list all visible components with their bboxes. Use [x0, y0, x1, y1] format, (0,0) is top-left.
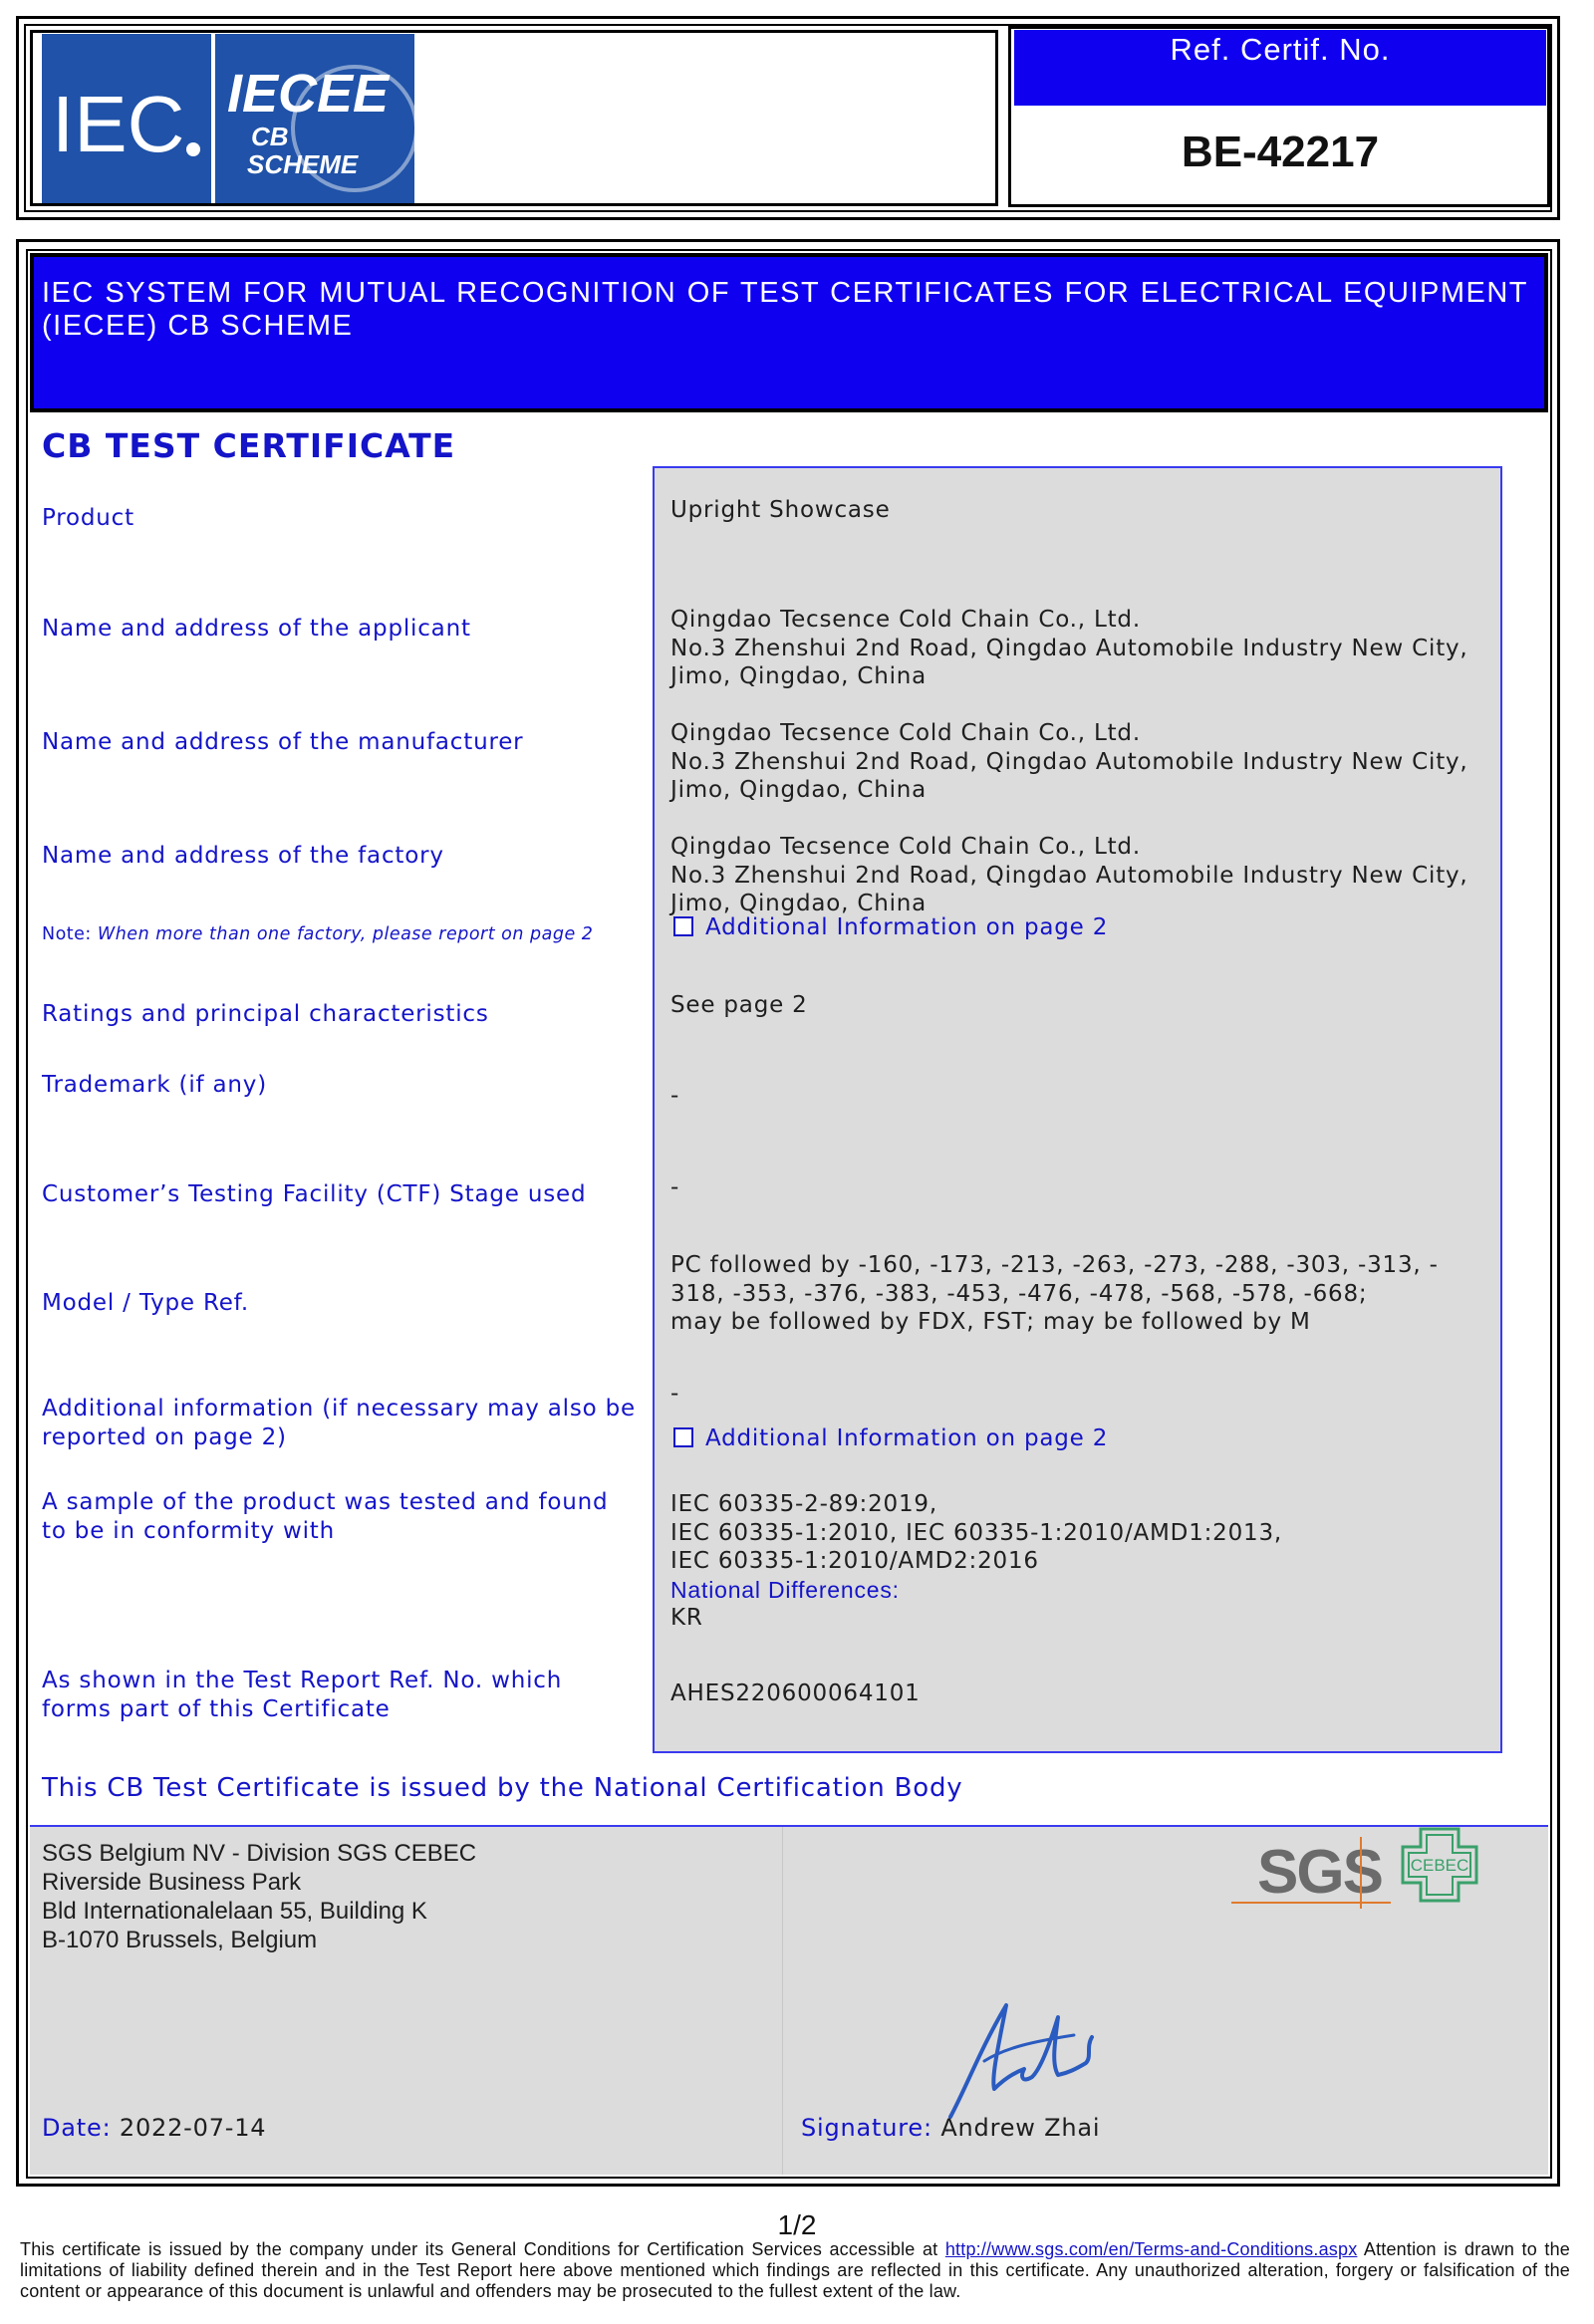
- handwritten-signature: [936, 1977, 1126, 2127]
- ctf-label: Customer’s Testing Facility (CTF) Stage used: [42, 1181, 587, 1207]
- product-value: Upright Showcase: [670, 497, 891, 523]
- manufacturer-label: Name and address of the manufacturer: [42, 729, 524, 755]
- ctf-value: -: [670, 1174, 680, 1200]
- conformity-label: A sample of the product was tested and found to be in conformity with: [42, 1489, 609, 1544]
- additional-info-value: -: [670, 1381, 680, 1407]
- model-label: Model / Type Ref.: [42, 1290, 249, 1316]
- trademark-value: -: [670, 1083, 680, 1109]
- iecee-cb-scheme-logo: [215, 34, 414, 203]
- checkbox-icon[interactable]: [673, 916, 693, 936]
- cebec-logo: [1399, 1825, 1480, 1905]
- factory-label: Name and address of the factory: [42, 843, 444, 869]
- svg-text:SGS: SGS: [1257, 1838, 1382, 1907]
- date-value: 2022-07-14: [119, 2114, 267, 2142]
- conformity-value: IEC 60335-2-89:2019, IEC 60335-1:2010, IEC 60335-1:2010/AMD1:2013, IEC 60335-1:2010/AMD2:2016 National Differences: KR: [670, 1490, 1487, 1633]
- legal-footer: This certificate is issued by the company under its General Conditions for Certification Services accessible at http://www.sgs.com/en/Terms-and-Conditions.aspx Attention is drawn to the limitations of liability defined therein and in the Test Report here above mentioned which findings are reflected in this certificate. Any unauthorized alteration, forgery or falsification of the content or appearance of this document is unlawful and offenders may be prosecuted to the fullest extent of the law.: [20, 2239, 1570, 2301]
- additional-info-label: Additional information (if necessary may also be reported on page 2): [42, 1396, 636, 1450]
- factory-note: Note: When more than one factory, please report on page 2: [42, 924, 594, 944]
- svg-text:SCHEME: SCHEME: [247, 149, 359, 179]
- additional-info-checkbox[interactable]: Additional Information on page 2: [673, 1425, 1108, 1451]
- national-differences-label: National Differences:: [670, 1576, 900, 1603]
- date-label: Date:: [42, 2114, 112, 2142]
- ratings-label: Ratings and principal characteristics: [42, 1001, 489, 1027]
- trademark-label: Trademark (if any): [42, 1072, 267, 1098]
- signatory-name: Andrew Zhai: [940, 2114, 1101, 2142]
- issued-by-statement: This CB Test Certificate is issued by the National Certification Body: [42, 1773, 963, 1803]
- ref-certif-label: Ref. Certif. No.: [1170, 32, 1391, 67]
- iecee-logo-text: IECEE: [227, 64, 390, 124]
- model-value: PC followed by -160, -173, -213, -263, -273, -288, -303, -313, - 318, -353, -376, -383, -453, -476, -478, -568, -578, -668; may be followed by FDX, FST; may be followed by M: [670, 1252, 1439, 1335]
- signature-label: Signature:: [801, 2114, 932, 2142]
- national-differences-value: KR: [670, 1605, 703, 1631]
- checkbox-icon[interactable]: [673, 1427, 693, 1447]
- factory-additional-info-checkbox[interactable]: Additional Information on page 2: [673, 914, 1108, 940]
- iec-logo-text: IEC: [52, 80, 185, 168]
- system-title: IEC SYSTEM FOR MUTUAL RECOGNITION OF TEST CERTIFICATES FOR ELECTRICAL EQUIPMENT (IECEE) CB SCHEME: [42, 277, 1528, 342]
- svg-text:CEBEC: CEBEC: [1410, 1856, 1469, 1875]
- page-number: 1/2: [777, 2209, 817, 2240]
- terms-link[interactable]: http://www.sgs.com/en/Terms-and-Conditions.aspx: [944, 2239, 1358, 2259]
- ref-certif-number: BE-42217: [1181, 128, 1380, 176]
- factory-value: Qingdao Tecsence Cold Chain Co., Ltd. No.3 Zhenshui 2nd Road, Qingdao Automobile Industry New City, Jimo, Qingdao, China: [670, 834, 1468, 916]
- applicant-label: Name and address of the applicant: [42, 616, 471, 642]
- date-field: [42, 2114, 266, 2142]
- body-panel-divider: [782, 1827, 783, 2175]
- ratings-value: See page 2: [670, 992, 808, 1018]
- svg-text:CB: CB: [251, 122, 289, 151]
- signature-field: [801, 2114, 1100, 2142]
- certification-body-address: SGS Belgium NV - Division SGS CEBEC Riverside Business Park Bld Internationalelaan 55, Building K B-1070 Brussels, Belgium: [42, 1840, 477, 1953]
- test-report-value: AHES220600064101: [670, 1680, 921, 1706]
- product-label: Product: [42, 505, 134, 531]
- sgs-logo: [1231, 1831, 1401, 1911]
- certificate-title: CB TEST CERTIFICATE: [42, 426, 456, 465]
- applicant-value: Qingdao Tecsence Cold Chain Co., Ltd. No.3 Zhenshui 2nd Road, Qingdao Automobile Industry New City, Jimo, Qingdao, China: [670, 607, 1468, 689]
- test-report-label: As shown in the Test Report Ref. No. which forms part of this Certificate: [42, 1668, 563, 1722]
- manufacturer-value: Qingdao Tecsence Cold Chain Co., Ltd. No.3 Zhenshui 2nd Road, Qingdao Automobile Industry New City, Jimo, Qingdao, China: [670, 720, 1468, 803]
- iec-logo: [42, 34, 211, 203]
